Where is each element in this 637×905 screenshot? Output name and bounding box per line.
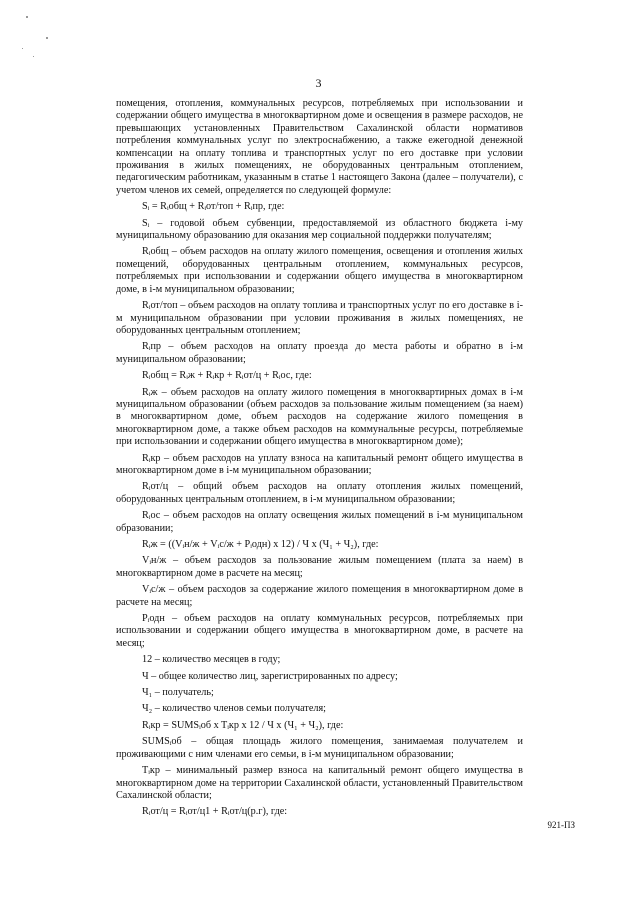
paragraph: Rᵢобщ – объем расходов на оплату жилого помещения, освещения и отопления жилых помещений, оборудованных центральным отоплением, коммунальных ресурсов, потребляемых при использовании и содержании общего имущества в многоквартирном доме, в i-м муниципальном образовании; [116,246,523,295]
scan-speck [46,37,48,39]
paragraph: Vᵢс/ж – объем расходов за содержание жилого помещения в многоквартирном доме в расчете на месяц; [116,584,523,608]
paragraph: Vᵢн/ж – объем расходов за пользование жилым помещением (плата за наем) в многоквартирном доме в расчете на месяц; [116,555,523,579]
scan-speck [22,48,23,49]
paragraph: Rᵢкр – объем расходов на уплату взноса на капитальный ремонт общего имущества в многоквартирном доме в i-м муниципальном образовании; [116,452,523,476]
paragraph: Rᵢот/топ – объем расходов на оплату топлива и транспортных услуг по его доставке в i-м муниципальном образовании при условии проживания в жилых помещениях, не оборудованных центральным отоплением; [116,300,523,336]
paragraph: Tᵢкр – минимальный размер взноса на капитальный ремонт общего имущества в многоквартирном доме на территории Сахалинской области, установленный Правительством Сахалинской области; [116,765,523,801]
paragraph: Ч₂ – количество членов семьи получателя; [142,703,326,715]
paragraph: Rᵢобщ = Rᵢж + Rᵢкр + Rᵢот/ц + Rᵢос, где: [142,370,312,382]
paragraph: Ч₁ – получатель; [142,687,214,699]
paragraph: Rᵢж – объем расходов на оплату жилого помещения в многоквартирных домах в i-м муниципальном образовании (объем расходов за пользование жилым помещением (за наем) в многоквартирном доме, объем расходов на содержание жилого помещения в многоквартирном доме, а также объем расходов на коммунальные ресурсы, потребляемые при использовании и содержании общего имущества в многоквартирном доме); [116,386,523,448]
paragraph: Rᵢот/ц – общий объем расходов на оплату отопления жилых помещений, оборудованных центральным отоплением, в i-м муниципальном образовании; [116,481,523,505]
paragraph: Ч – общее количество лиц, зарегистрированных по адресу; [142,670,398,682]
paragraph: SUMSᵢоб – общая площадь жилого помещения, занимаемая получателем и проживающими с ним членами его семьи, в i-м муниципальном образовании; [116,736,523,760]
page-number: 3 [315,76,322,90]
paragraph: Rᵢж = ((Vᵢн/ж + Vᵢс/ж + Pᵢодн) x 12) / Ч x (Ч₁ + Ч₂), где: [142,539,379,550]
scan-speck [26,16,28,18]
paragraph: 12 – количество месяцев в году; [142,654,281,666]
paragraph: Rᵢот/ц = Rᵢот/ц1 + Rᵢот/ц(р.г), где: [142,806,288,818]
document-body [116,98,523,823]
paragraph: Sᵢ – годовой объем субвенции, предоставляемой из областного бюджета i-му муниципальному образованию для оказания мер социальной поддержки получателям; [116,217,523,242]
document-code: 921-ПЗ [547,820,575,830]
paragraph: помещения, отопления, коммунальных ресурсов, потребляемых при использовании и содержании общего имущества в многоквартирном доме и освещения в размере расходов, не превышающих установленных Правительством Сахалинской области нормативов потребления коммунальных услуг по электроснабжению, а также ежегодной денежной компенсации на оплату топлива и транспортных услуг по его доставке при условии проживания в жилых помещениях, не оборудованных центральным отоплением, педагогическим работникам, указанным в статье 1 настоящего Закона (далее – получатели), с учетом членов их семей, определяется по следующей формуле: [116,98,523,196]
paragraph: Rᵢкр = SUMSᵢоб x Tᵢкр x 12 / Ч x (Ч₁ + Ч₂), где: [142,719,344,731]
paragraph: Sᵢ = Rᵢобщ + Rᵢот/топ + Rᵢпр, где: [142,201,285,213]
paragraph: Rᵢпр – объем расходов на оплату проезда до места работы и обратно в i-м муниципальном образовании; [116,341,523,365]
paragraph: Rᵢос – объем расходов на оплату освещения жилых помещений в i-м муниципальном образовании; [116,510,523,534]
scan-speck [33,56,34,57]
paragraph: Pᵢодн – объем расходов на оплату коммунальных ресурсов, потребляемых при использовании и содержании общего имущества в многоквартирном доме, в расчете на месяц; [116,613,523,649]
